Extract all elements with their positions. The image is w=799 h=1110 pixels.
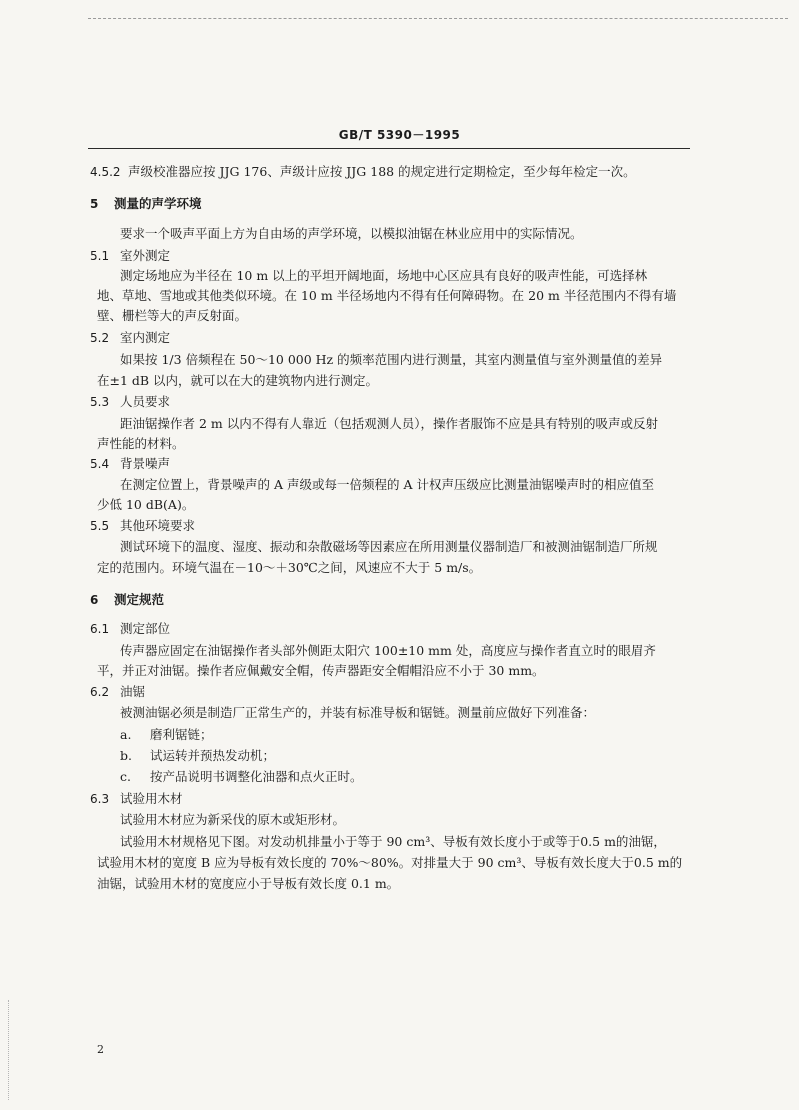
paragraph-line: 定的范围内。环境气温在－10～＋30℃之间，风速应不大于 5 m/s。	[97, 560, 482, 575]
clause-5-3-heading	[90, 394, 170, 410]
paragraph-line: 试验用木材规格见下图。对发动机排量小于等于 90 cm³、导板有效长度小于或等于0.5 m的油锯，	[120, 834, 666, 849]
top-dashed-rule	[88, 18, 788, 19]
clause-title: 测定部位	[120, 621, 171, 636]
clause-6-3-heading	[90, 791, 183, 807]
paragraph-line: 试验用木材应为新采伐的原木或矩形材。	[120, 812, 346, 827]
paragraph-line: 要求一个吸声平面上方为自由场的声学环境，以模拟油锯在林业应用中的实际情况。	[120, 226, 583, 241]
standard-header: GB/T 5390－1995	[338, 128, 461, 142]
paragraph-line: 测试环境下的温度、湿度、振动和杂散磁场等因素应在所用测量仪器制造厂和被测油锯制造厂所规	[120, 539, 658, 554]
clause-title: 油锯	[120, 684, 146, 699]
list-item-c	[120, 769, 363, 785]
clause-number: 6.2	[90, 685, 110, 699]
clause-text: 声级校准器应按 JJG 176、声级计应按 JJG 188 的规定进行定期检定，至少每年检定一次。	[128, 164, 636, 179]
paragraph-line: 测定场地应为半径在 10 m 以上的平坦开阔地面，场地中心区应具有良好的吸声性能，可选择林	[120, 268, 648, 283]
clause-title: 室内测定	[120, 330, 171, 345]
paragraph-line: 在测定位置上，背景噪声的 A 声级或每一倍频程的 A 计权声压级应比测量油锯噪声时的相应值至	[120, 477, 654, 492]
paragraph-line: 油锯，试验用木材的宽度应小于导板有效长度 0.1 m。	[97, 876, 400, 891]
list-item-a	[120, 727, 213, 743]
header-rule	[88, 148, 690, 149]
list-item-label: c.	[120, 769, 131, 784]
clause-title: 其他环境要求	[120, 518, 196, 533]
paragraph-line: 地、草地、雪地或其他类似环境。在 10 m 半径场地内不得有任何障碍物。在 20 m 半径范围内不得有墙	[97, 288, 677, 303]
page-number: 2	[97, 1043, 104, 1056]
paragraph-line: 平，并正对油锯。操作者应佩戴安全帽，传声器距安全帽帽沿应不小于 30 mm。	[97, 663, 545, 678]
paragraph-line: 被测油锯必须是制造厂正常生产的，并装有标准导板和锯链。测量前应做好下列准备：	[120, 705, 596, 720]
clause-title: 试验用木材	[120, 791, 183, 806]
clause-title: 人员要求	[120, 394, 171, 409]
clause-5-5-heading	[90, 518, 195, 534]
paragraph-line: 在±1 dB 以内，就可以在大的建筑物内进行测定。	[97, 373, 379, 388]
section-title: 测量的声学环境	[114, 196, 202, 211]
list-item-text: 按产品说明书调整化油器和点火正时。	[150, 769, 363, 784]
clause-5-4-heading	[90, 456, 170, 472]
clause-number: 6.3	[90, 792, 110, 806]
binding-margin-mark	[8, 1000, 11, 1100]
list-item-text: 磨利锯链；	[150, 727, 213, 742]
section-number: 6	[90, 593, 99, 607]
section-5-heading	[90, 196, 202, 212]
paragraph-line: 少低 10 dB(A)。	[97, 497, 195, 512]
clause-number: 5.3	[90, 395, 110, 409]
paragraph-line: 壁、栅栏等大的声反射面。	[97, 308, 248, 323]
paragraph-line: 声性能的材料。	[97, 436, 185, 451]
section-6-heading	[90, 592, 164, 608]
clause-number: 6.1	[90, 622, 110, 636]
clause-number: 4.5.2	[90, 165, 121, 179]
list-item-b	[120, 748, 275, 764]
paragraph-line: 距油锯操作者 2 m 以内不得有人靠近（包括观测人员），操作者服饰不应是具有特别的吸声或反射	[120, 416, 658, 431]
list-item-text: 试运转并预热发动机；	[150, 748, 276, 763]
clause-number: 5.4	[90, 457, 110, 471]
clause-4-5-2	[90, 164, 636, 180]
clause-6-1-heading	[90, 621, 170, 637]
list-item-label: a.	[120, 727, 132, 742]
list-item-label: b.	[120, 748, 132, 763]
paragraph-line: 传声器应固定在油锯操作者头部外侧距太阳穴 100±10 mm 处，高度应与操作者直立时的眼眉齐	[120, 643, 656, 658]
clause-5-2-heading	[90, 330, 170, 346]
clause-title: 室外测定	[120, 248, 171, 263]
clause-6-2-heading	[90, 684, 145, 700]
clause-number: 5.2	[90, 331, 110, 345]
section-number: 5	[90, 197, 99, 211]
clause-5-1-heading	[90, 248, 170, 264]
paragraph-line: 试验用木材的宽度 B 应为导板有效长度的 70%～80%。对排量大于 90 cm³、导板有效长度大于0.5 m的	[97, 855, 683, 870]
section-title: 测定规范	[114, 592, 165, 607]
paragraph-line: 如果按 1/3 倍频程在 50～10 000 Hz 的频率范围内进行测量，其室内测量值与室外测量值的差异	[120, 352, 663, 367]
clause-number: 5.5	[90, 519, 110, 533]
clause-number: 5.1	[90, 249, 110, 263]
clause-title: 背景噪声	[120, 456, 171, 471]
